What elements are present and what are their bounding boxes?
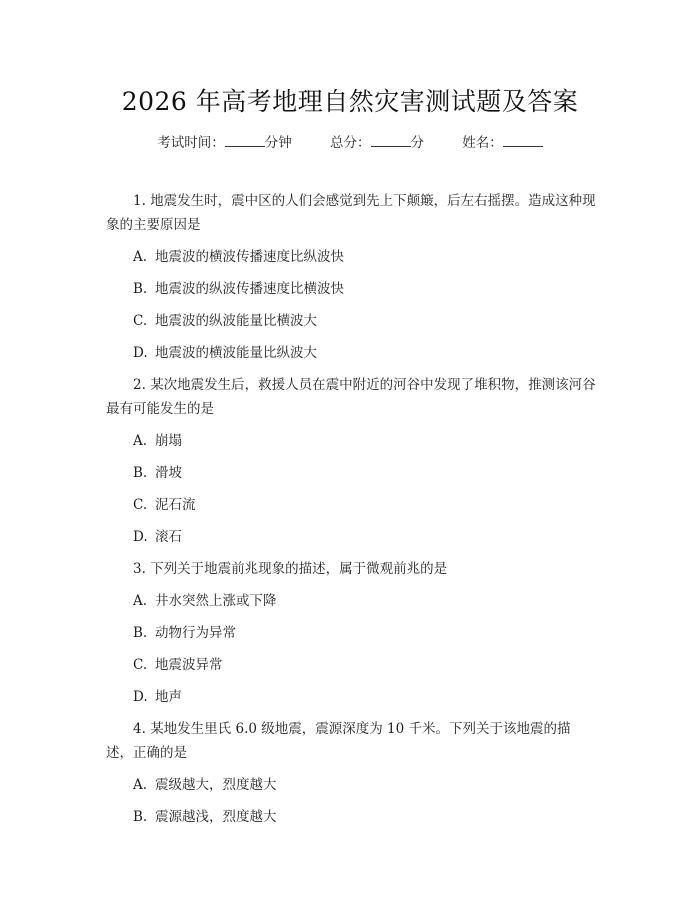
option-text: 井水突然上涨或下降 [155,593,277,609]
answer-option [106,341,596,365]
answer-option [106,685,596,709]
option-letter: C. [133,497,148,513]
option-letter: A. [133,777,148,793]
option-text: 地震波的横波传播速度比纵波快 [155,249,344,265]
option-text: 崩塌 [155,433,182,449]
answer-option [106,245,596,269]
question-text: 地震发生时，震中区的人们会感觉到先上下颠簸，后左右摇摆。造成这种现象的主要原因是 [106,193,596,233]
option-text: 动物行为异常 [155,625,236,641]
question-text: 某地发生里氏 6.0 级地震，震源深度为 10 千米。下列关于该地震的描述，正确的是 [106,721,571,761]
total-score-label: 总分： [330,135,371,151]
answer-option [106,309,596,333]
page-title: 2026 年高考地理自然灾害测试题及答案 [121,87,579,116]
question-stem [106,373,596,421]
option-text: 滚石 [155,529,182,545]
option-letter: B. [133,465,148,481]
option-letter: C. [133,657,148,673]
option-letter: C. [133,313,148,329]
question-stem [106,717,596,765]
option-text: 震级越大，烈度越大 [155,777,277,793]
question-list [106,189,596,829]
option-letter: D. [133,529,148,545]
question-number: 4. [133,721,146,737]
option-letter: B. [133,281,148,297]
student-name-field [462,131,543,151]
answer-option [106,805,596,829]
student-name-label: 姓名： [462,135,503,151]
answer-option [106,461,596,485]
option-text: 滑坡 [155,465,182,481]
option-letter: A. [133,433,148,449]
option-text: 震源越浅，烈度越大 [155,809,277,825]
answer-option [106,773,596,797]
option-text: 地声 [155,689,182,705]
question-text: 某次地震发生后，救援人员在震中附近的河谷中发现了堆积物，推测该河谷最有可能发生的是 [106,377,596,417]
option-text: 地震波的纵波能量比横波大 [155,313,317,329]
question-number: 1. [133,193,146,209]
exam-time-label: 考试时间： [157,135,225,151]
answer-option [106,493,596,517]
exam-time-unit: 分钟 [264,135,292,151]
student-name-blank [503,134,543,147]
option-letter: B. [133,625,148,641]
exam-meta [0,131,700,151]
answer-option [106,525,596,549]
exam-time-field [157,131,292,151]
total-score-unit: 分 [410,135,424,151]
answer-option [106,429,596,453]
total-score-field [330,131,424,151]
option-text: 地震波的纵波传播速度比横波快 [155,281,344,297]
answer-option [106,277,596,301]
question-number: 2. [133,377,146,393]
option-letter: D. [133,689,148,705]
total-score-blank [371,134,411,147]
option-text: 地震波的横波能量比纵波大 [155,345,317,361]
answer-option [106,653,596,677]
option-text: 泥石流 [155,497,196,513]
exam-time-blank [225,134,265,147]
question-stem [106,189,596,237]
question-text: 下列关于地震前兆现象的描述，属于微观前兆的是 [150,561,448,577]
option-letter: B. [133,809,148,825]
answer-option [106,589,596,613]
option-letter: A. [133,593,148,609]
option-text: 地震波异常 [155,657,223,673]
question-number: 3. [133,561,146,577]
answer-option [106,621,596,645]
question-stem [106,557,596,581]
option-letter: D. [133,345,148,361]
option-letter: A. [133,249,148,265]
